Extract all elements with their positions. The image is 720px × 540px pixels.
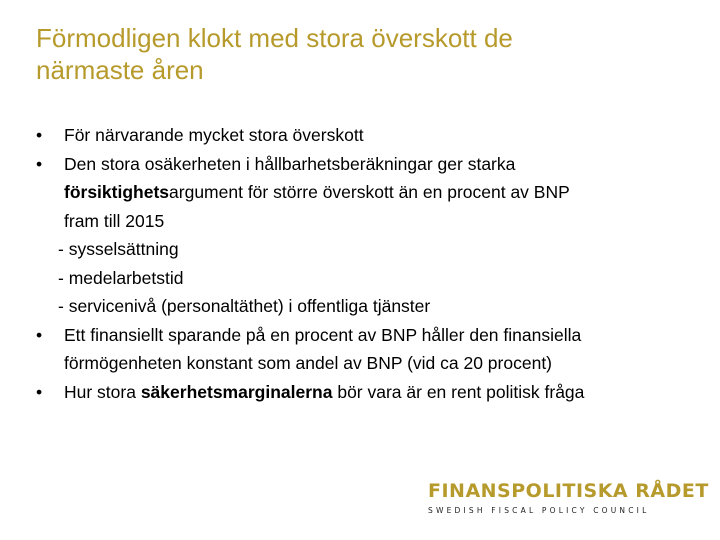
bullet-item-4 xyxy=(36,378,696,407)
bullet-text-line xyxy=(64,178,696,207)
bullet-marker: • xyxy=(36,153,43,174)
bullet-list xyxy=(36,121,696,406)
slide-title-line-1: Förmodligen klokt med stora överskott de xyxy=(36,23,513,53)
bullet-item-2 xyxy=(36,150,696,236)
bullet-text-fragment: bör vara är en rent politisk fråga xyxy=(332,381,585,402)
bullet-marker: • xyxy=(36,381,43,402)
logo-wordmark: FINANSPOLITISKA RÅDET xyxy=(428,480,709,502)
sub-item-employment: - sysselsättning xyxy=(58,239,179,259)
bullet-text-fragment: argument för större överskott än en procent av BNP xyxy=(169,182,570,202)
bullet-text-line: förmögenheten konstant som andel av BNP (vid ca 20 procent) xyxy=(64,353,553,373)
bold-term: säkerhetsmarginalerna xyxy=(140,381,333,402)
bullet-marker: • xyxy=(36,324,43,345)
slide-title-line-2: närmaste åren xyxy=(36,55,204,85)
bullet-marker: • xyxy=(36,125,43,145)
bullet-item-1 xyxy=(36,121,696,150)
sub-item-working-hours: - medelarbetstid xyxy=(58,267,184,288)
bullet-text-line xyxy=(64,378,696,407)
bullet-text-line: Ett finansiellt sparande på en procent av BNP håller den finansiella xyxy=(64,324,582,345)
bullet-text-line: Den stora osäkerheten i hållbarhetsberäkningar ger starka xyxy=(64,153,516,174)
bold-term: försiktighets xyxy=(64,182,170,202)
bullet-item-3 xyxy=(36,321,696,378)
logo-tagline: SWEDISH FISCAL POLICY COUNCIL xyxy=(428,506,650,515)
sub-item-service-level: - servicenivå (personaltäthet) i offentliga tjänster xyxy=(58,296,431,316)
fiscal-council-logo xyxy=(428,480,709,515)
slide-title xyxy=(36,22,676,86)
bullet-text-line: fram till 2015 xyxy=(64,210,165,231)
bullet-text: För närvarande mycket stora överskott xyxy=(64,125,364,145)
bullet-text-fragment: Hur stora xyxy=(64,381,141,402)
